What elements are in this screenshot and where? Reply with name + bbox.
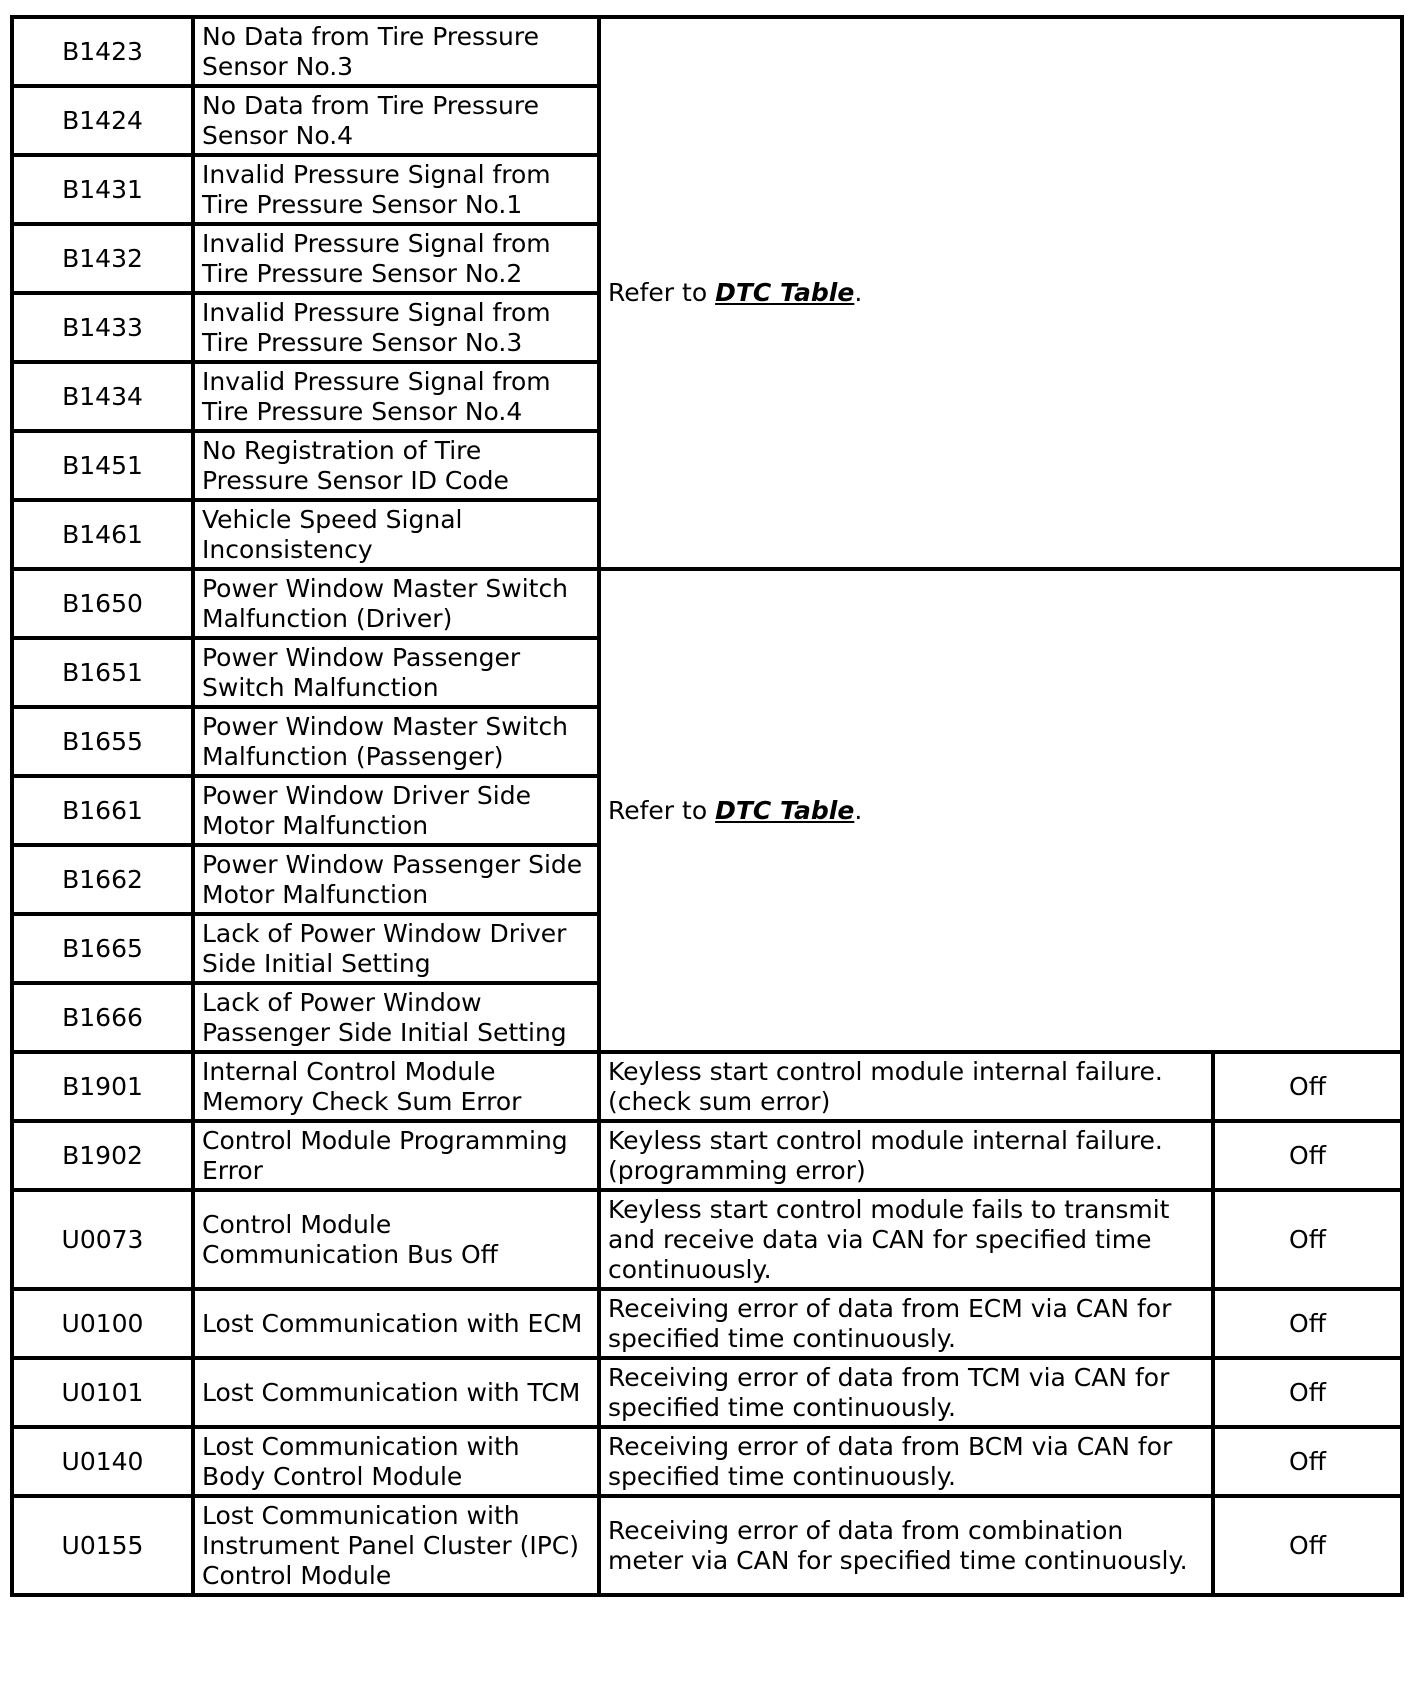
detected-item: Power Window Passenger Side Motor Malfunction xyxy=(193,845,599,914)
detected-item: Invalid Pressure Signal from Tire Pressure Sensor No.2 xyxy=(193,224,599,293)
dtc-code: B1431 xyxy=(12,155,193,224)
detecting-condition: Keyless start control module internal failure. (programming error) xyxy=(599,1121,1213,1190)
dtc-code: B1661 xyxy=(12,776,193,845)
dtc-table-link[interactable]: DTC Table xyxy=(715,795,855,825)
dtc-code: U0101 xyxy=(12,1358,193,1427)
detected-item: No Data from Tire Pressure Sensor No.3 xyxy=(193,17,599,86)
detected-item: Lost Communication with ECM xyxy=(193,1289,599,1358)
lamp-status: Off xyxy=(1213,1358,1402,1427)
detecting-condition: Receiving error of data from combination meter via CAN for specified time continuously. xyxy=(599,1496,1213,1595)
dtc-code: B1666 xyxy=(12,983,193,1052)
reference-cell xyxy=(599,17,1402,569)
lamp-status: Off xyxy=(1213,1289,1402,1358)
detecting-condition: Receiving error of data from TCM via CAN for specified time continuously. xyxy=(599,1358,1213,1427)
dtc-code: B1655 xyxy=(12,707,193,776)
dtc-code: B1461 xyxy=(12,500,193,569)
detected-item: Internal Control Module Memory Check Sum Error xyxy=(193,1052,599,1121)
dtc-code: B1432 xyxy=(12,224,193,293)
detected-item: No Registration of Tire Pressure Sensor ID Code xyxy=(193,431,599,500)
dtc-code: U0073 xyxy=(12,1190,193,1289)
detected-item: Lost Communication with Instrument Panel Cluster (IPC) Control Module xyxy=(193,1496,599,1595)
dtc-code: B1901 xyxy=(12,1052,193,1121)
table-row xyxy=(12,1052,1402,1121)
lamp-status: Off xyxy=(1213,1121,1402,1190)
detected-item: Lost Communication with TCM xyxy=(193,1358,599,1427)
reference-suffix: . xyxy=(854,795,863,825)
lamp-status: Off xyxy=(1213,1427,1402,1496)
reference-cell xyxy=(599,569,1402,1052)
lamp-status: Off xyxy=(1213,1190,1402,1289)
lamp-status: Off xyxy=(1213,1496,1402,1595)
dtc-table xyxy=(10,15,1404,1597)
detected-item: No Data from Tire Pressure Sensor No.4 xyxy=(193,86,599,155)
dtc-code: U0155 xyxy=(12,1496,193,1595)
detected-item: Power Window Master Switch Malfunction (Driver) xyxy=(193,569,599,638)
detecting-condition: Receiving error of data from ECM via CAN for specified time continuously. xyxy=(599,1289,1213,1358)
detected-item: Control Module Programming Error xyxy=(193,1121,599,1190)
table-row xyxy=(12,569,1402,638)
dtc-code: B1902 xyxy=(12,1121,193,1190)
dtc-code: U0100 xyxy=(12,1289,193,1358)
dtc-code: B1451 xyxy=(12,431,193,500)
dtc-code: B1433 xyxy=(12,293,193,362)
detecting-condition: Keyless start control module internal failure. (check sum error) xyxy=(599,1052,1213,1121)
table-row xyxy=(12,1358,1402,1427)
dtc-code: U0140 xyxy=(12,1427,193,1496)
reference-suffix: . xyxy=(854,278,863,307)
dtc-code: B1651 xyxy=(12,638,193,707)
detected-item: Power Window Passenger Switch Malfunction xyxy=(193,638,599,707)
dtc-code: B1662 xyxy=(12,845,193,914)
detected-item: Invalid Pressure Signal from Tire Pressure Sensor No.1 xyxy=(193,155,599,224)
detecting-condition: Keyless start control module fails to transmit and receive data via CAN for specified time continuously. xyxy=(599,1190,1213,1289)
dtc-code: B1665 xyxy=(12,914,193,983)
dtc-code: B1434 xyxy=(12,362,193,431)
table-row xyxy=(12,1496,1402,1595)
table-row xyxy=(12,1427,1402,1496)
dtc-table-link[interactable]: DTC Table xyxy=(715,278,855,307)
detecting-condition: Receiving error of data from BCM via CAN for specified time continuously. xyxy=(599,1427,1213,1496)
reference-prefix: Refer to xyxy=(608,278,716,307)
dtc-code: B1650 xyxy=(12,569,193,638)
table-row xyxy=(12,1190,1402,1289)
dtc-code: B1424 xyxy=(12,86,193,155)
detected-item: Power Window Master Switch Malfunction (Passenger) xyxy=(193,707,599,776)
table-row xyxy=(12,1121,1402,1190)
table-row xyxy=(12,17,1402,86)
detected-item: Vehicle Speed Signal Inconsistency xyxy=(193,500,599,569)
detected-item: Lack of Power Window Driver Side Initial Setting xyxy=(193,914,599,983)
detected-item: Invalid Pressure Signal from Tire Pressure Sensor No.3 xyxy=(193,293,599,362)
detected-item: Lost Communication with Body Control Module xyxy=(193,1427,599,1496)
dtc-code: B1423 xyxy=(12,17,193,86)
reference-prefix: Refer to xyxy=(608,795,716,825)
table-row xyxy=(12,1289,1402,1358)
detected-item: Control Module Communication Bus Off xyxy=(193,1190,599,1289)
detected-item: Power Window Driver Side Motor Malfunction xyxy=(193,776,599,845)
detected-item: Invalid Pressure Signal from Tire Pressure Sensor No.4 xyxy=(193,362,599,431)
detected-item: Lack of Power Window Passenger Side Initial Setting xyxy=(193,983,599,1052)
lamp-status: Off xyxy=(1213,1052,1402,1121)
